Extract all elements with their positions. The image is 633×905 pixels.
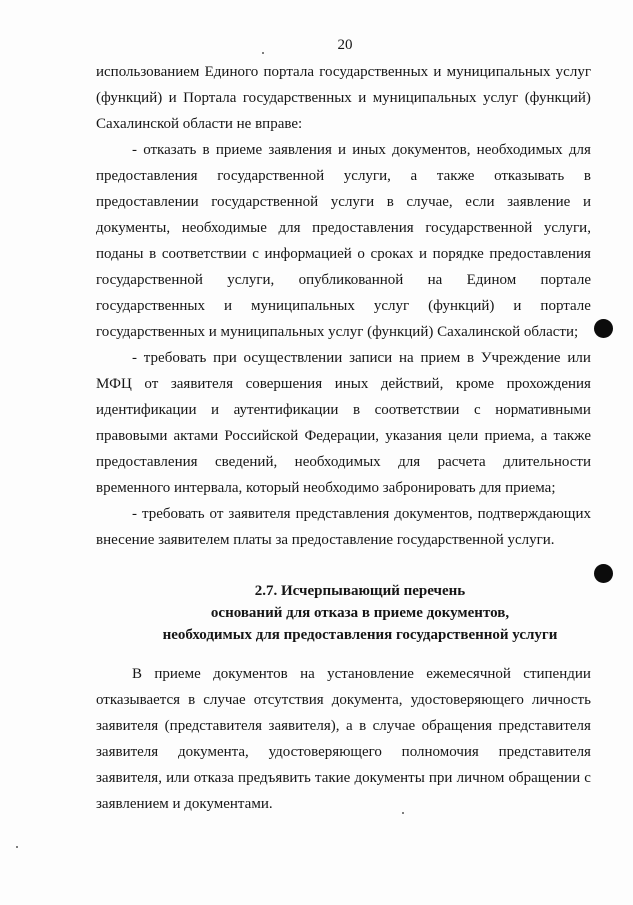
text-line: предоставления государственной услуги, а также отказывать в [96, 168, 591, 184]
text-line: заявителя документа, удостоверяющего полномочия представителя [96, 744, 591, 760]
text-line: государственной услуги, опубликованной на Едином портале [96, 272, 591, 288]
text-line: поданы в соответствии с информацией о сроках и порядке предоставления [96, 246, 591, 262]
scan-speck [262, 52, 264, 54]
text-line: документы, необходимые для предоставления государственной услуги, [96, 220, 591, 236]
section-heading-line: 2.7. Исчерпывающий перечень [254, 583, 466, 599]
text-line: государственных и муниципальных услуг (функций) Сахалинской области; [96, 324, 579, 340]
scan-speck [402, 812, 404, 814]
text-line: В приеме документов на установление ежемесячной стипендии [132, 666, 591, 682]
text-line: предоставления сведений, необходимых для расчета длительности [96, 454, 591, 470]
text-line: правовыми актами Российской Федерации, указания цели приема, а также [96, 428, 591, 444]
section-heading-line: необходимых для предоставления государственной услуги [162, 627, 558, 643]
text-line: - требовать при осуществлении записи на прием в Учреждение или [132, 350, 591, 366]
text-line: предоставлении государственной услуги в случае, если заявление и [96, 194, 591, 210]
text-line: использованием Единого портала государственных и муниципальных услуг [96, 64, 591, 80]
text-line: заявлением и документами. [96, 796, 273, 812]
text-line: временного интервала, который необходимо забронировать для приема; [96, 480, 556, 496]
text-line: МФЦ от заявителя совершения иных действий, кроме прохождения [96, 376, 591, 392]
punch-hole-mark [594, 564, 613, 583]
text-line: отказывается в случае отсутствия документа, удостоверяющего личность [96, 692, 591, 708]
text-line: внесение заявителем платы за предоставление государственной услуги. [96, 532, 555, 548]
text-line: (функций) и Портала государственных и муниципальных услуг (функций) [96, 90, 591, 106]
punch-hole-mark [594, 319, 613, 338]
text-line: - отказать в приеме заявления и иных документов, необходимых для [132, 142, 591, 158]
text-line: государственных и муниципальных услуг (функций) и портале [96, 298, 591, 314]
page-number: 20 [337, 37, 353, 53]
text-line: заявителя, или отказа предъявить такие документы при личном обращении с [96, 770, 591, 786]
text-line: - требовать от заявителя представления документов, подтверждающих [132, 506, 591, 522]
text-line: заявителя (представителя заявителя), а в случае обращения представителя [96, 718, 591, 734]
text-line: Сахалинской области не вправе: [96, 116, 303, 132]
scan-speck [16, 846, 18, 848]
text-line: идентификации и аутентификации в соответствии с нормативными [96, 402, 591, 418]
section-heading-line: оснований для отказа в приеме документов, [210, 605, 510, 621]
